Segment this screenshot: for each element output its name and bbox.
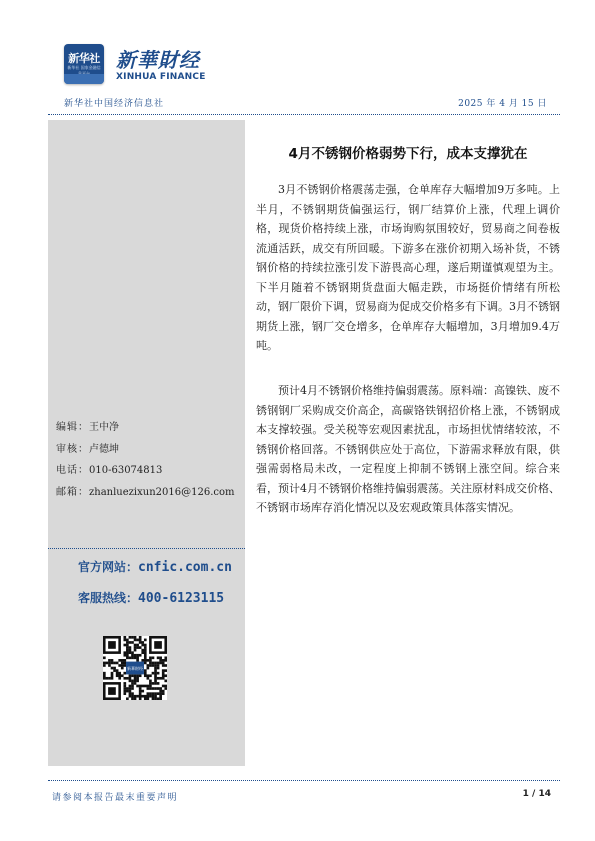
header-divider — [48, 114, 560, 115]
footer-divider — [48, 780, 560, 781]
qr-center-label: 新華財经 — [127, 665, 143, 671]
editor-label: 编辑： — [56, 422, 89, 433]
phone-label: 电话： — [56, 465, 89, 476]
website-link[interactable]: cnfic.com.cn — [138, 560, 232, 575]
email-line — [56, 482, 234, 504]
sidebar-divider — [48, 548, 245, 549]
reviewer-line — [56, 439, 234, 461]
logo-box-text: 新华社 — [68, 52, 100, 65]
qr-code-icon[interactable] — [103, 636, 167, 700]
hotline-line — [78, 589, 378, 606]
contact-block — [56, 417, 234, 503]
phone-line — [56, 460, 234, 482]
hotline-value: 400-6123115 — [138, 591, 225, 606]
article-paragraph: 3月不锈钢价格震荡走强，仓单库存大幅增加9万多吨。上半月，不锈钢期货偏强运行，钢厂结算价上涨，代理上调价格，现货价格持续上涨，市场询购氛围较好，贸易商之间卷板流通活跃，成交有所回暖。下游多在涨价初期入场补货，不锈钢价格的持续拉涨引发下游畏高心理，遂后期谨慎观望为主。下半月随着不锈钢期货盘面大幅走跌，市场挺价情绪有所松动，钢厂限价下调，贸易商为促成交价格多有下调。3月不锈钢期货上涨，钢厂交仓增多，仓单库存大幅增加，3月增加9.4万吨。 — [256, 183, 560, 352]
phone-value: 010-63074813 — [89, 465, 163, 476]
email-label: 邮箱： — [56, 486, 89, 498]
editor-line — [56, 417, 234, 439]
article-paragraph: 预计4月不锈钢价格维持偏弱震荡。原料端：高镍铁、废不锈钢钢厂采购成交价高企，高碳铬铁钢招价格上涨，不锈钢成本支撑较强。受关税等宏观因素扰乱，市场担忧情绪较浓，不锈钢价格回落。不锈钢供应处于高位，下游需求释放有限，供强需弱格局未改，一定程度上抑制不锈钢上涨空间。综合来看，预计4月不锈钢价格维持偏弱震荡。关注原材料成交价格、不锈钢市场库存消化情况以及宏观政策具体落实情况。 — [256, 384, 560, 514]
brand-name-cn: 新華財经 — [116, 48, 200, 72]
report-date: 2025 年 4 月 15 日 — [458, 99, 547, 109]
reviewer-label: 审核： — [56, 443, 89, 455]
brand-name-en: XINHUA FINANCE — [116, 72, 206, 82]
org-line: 新华社中国经济信息社 — [64, 99, 165, 109]
logo-box-subtext: 新华社 国家金融信 — [67, 65, 101, 70]
reviewer-value: 卢德坤 — [89, 443, 119, 455]
logo-band — [64, 74, 104, 84]
hotline-label: 客服热线： — [78, 591, 139, 605]
page-number: 1 / 14 — [522, 789, 551, 799]
xinhua-logo-icon — [64, 44, 104, 84]
disclaimer-note[interactable]: 请参阅本报告最末重要声明 — [52, 793, 179, 803]
qr-code-graphic — [103, 636, 167, 700]
email-link[interactable]: zhanluezixun2016@126.com — [89, 486, 235, 498]
website-line — [78, 558, 378, 575]
website-label: 官方网站： — [78, 560, 139, 574]
article-title: 4月不锈钢价格弱势下行，成本支撑犹在 — [288, 146, 528, 162]
editor-value: 王中净 — [89, 422, 119, 433]
